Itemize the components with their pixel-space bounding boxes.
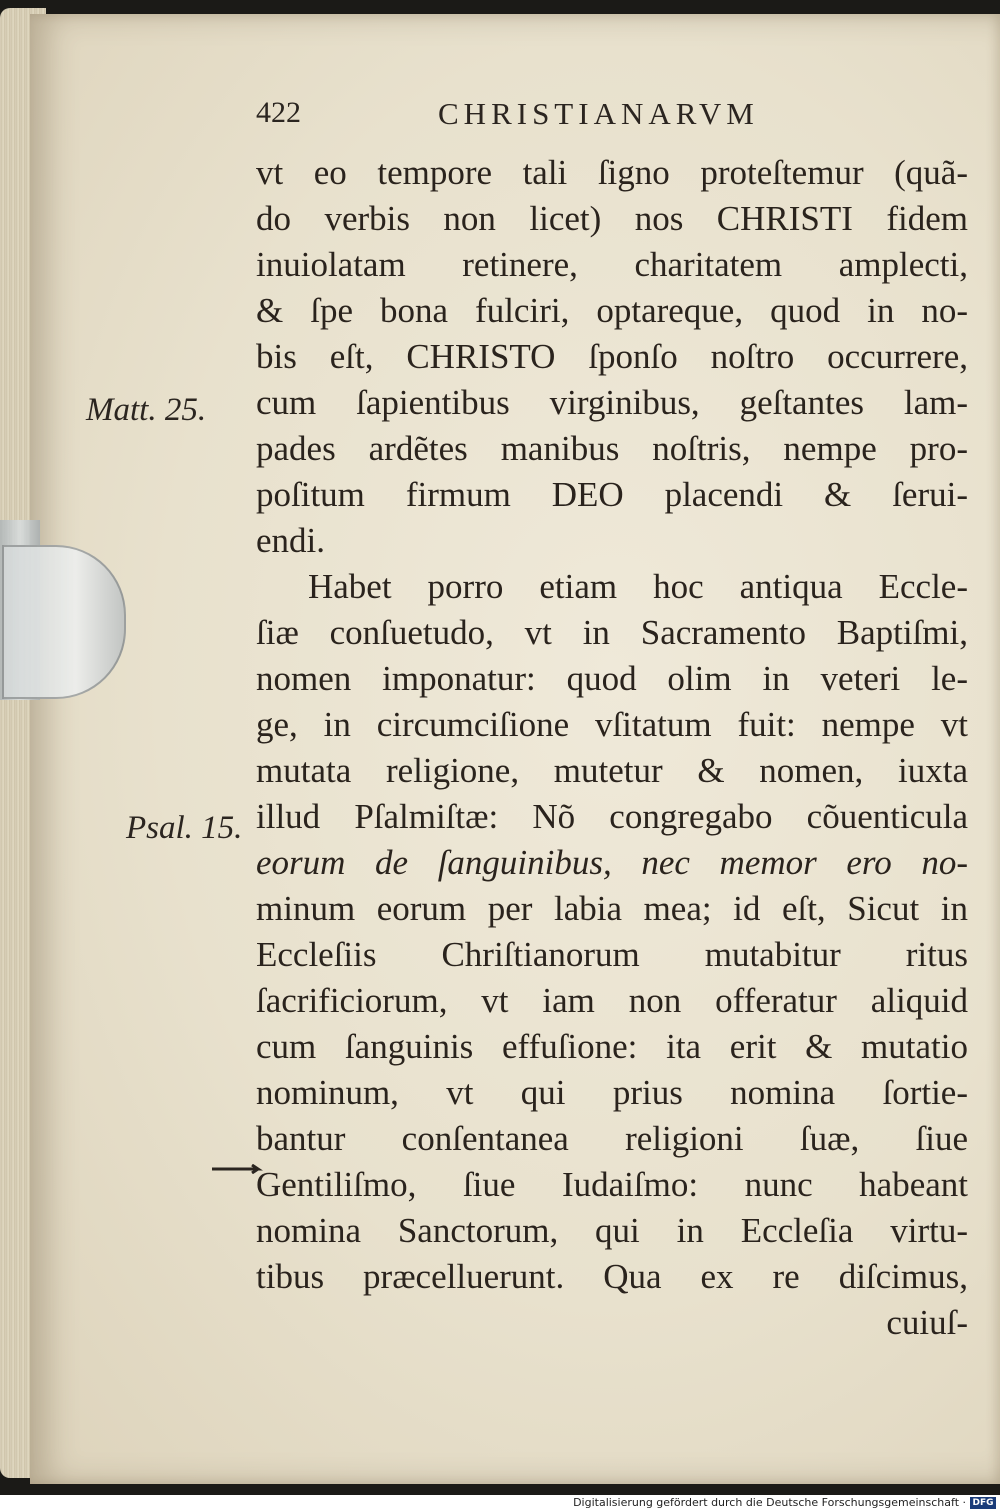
text-line: bis eſt, CHRISTO ſponſo noſtro occurrere,	[256, 337, 968, 376]
bookmark-clip	[2, 545, 126, 699]
text-line: nomen imponatur: quod olim in veteri le-	[256, 659, 968, 698]
text-line: ſiæ conſuetudo, vt in Sacramento Baptiſmi,	[256, 613, 968, 652]
text-line: illud Pſalmiſtæ: Nõ congregabo cõuenticula	[256, 797, 968, 836]
text-line: Gentiliſmo, ſiue Iudaiſmo: nunc habeant	[256, 1165, 968, 1204]
footer-credit: Digitalisierung gefördert durch die Deutsche Forschungsgemeinschaft ·	[573, 1496, 966, 1509]
text-line: cum ſanguinis effuſione: ita erit & mutatio	[256, 1027, 968, 1066]
text-line: Habet porro etiam hoc antiqua Eccle-	[308, 567, 968, 606]
digitization-footer	[0, 1495, 1000, 1510]
running-title: CHRISTIANARVM	[438, 96, 759, 131]
text-line: & ſpe bona fulciri, optareque, quod in no-	[256, 291, 968, 330]
text-line: nomina Sanctorum, qui in Eccleſia virtu-	[256, 1211, 968, 1250]
page-number: 422	[256, 96, 301, 129]
text-line: nominum, vt qui prius nomina ſortie-	[256, 1073, 968, 1112]
text-line: tibus præcelluerunt. Qua ex re diſcimus,	[256, 1257, 968, 1296]
text-line: endi.	[256, 521, 326, 560]
body-text	[256, 150, 968, 1346]
text-line: bantur conſentanea religioni ſuæ, ſiue	[256, 1119, 968, 1158]
page-header	[256, 96, 816, 146]
text-line: poſitum firmum DEO placendi & ſerui-	[256, 475, 968, 514]
text-line: mutata religione, mutetur & nomen, iuxta	[256, 751, 968, 790]
text-line: cum ſapientibus virginibus, geſtantes lam-	[256, 383, 968, 422]
margin-note-psalm: Psal. 15.	[126, 810, 243, 846]
text-line: ge, in circumciſione vſitatum fuit: nempe vt	[256, 705, 968, 744]
margin-note-matthew: Matt. 25.	[86, 392, 207, 428]
text-line: inuiolatam retinere, charitatem amplecti,	[256, 245, 968, 284]
text-line: eorum de ſanguinibus, nec memor ero no-	[256, 843, 968, 882]
text-line: Eccleſiis Chriſtianorum mutabitur ritus	[256, 935, 968, 974]
dfg-logo: DFG	[970, 1497, 996, 1509]
text-line: ſacrificiorum, vt iam non offeratur aliquid	[256, 981, 968, 1020]
text-line: vt eo tempore tali ſigno proteſtemur (quã-	[256, 153, 968, 192]
text-line: minum eorum per labia mea; id eſt, Sicut in	[256, 889, 968, 928]
text-line: pades ardẽtes manibus noſtris, nempe pro-	[256, 429, 968, 468]
text-line: do verbis non licet) nos CHRISTI fidem	[256, 199, 968, 238]
catchword: cuiuſ-	[886, 1303, 968, 1342]
